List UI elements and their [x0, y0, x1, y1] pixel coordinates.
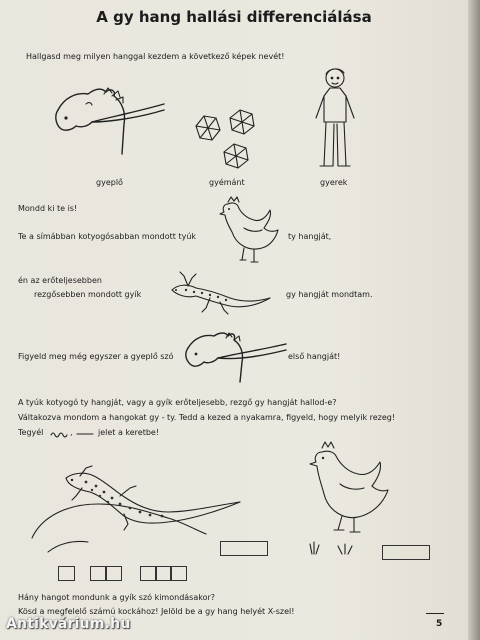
- hen-icon: [214, 194, 284, 266]
- lizard-icon: [166, 268, 276, 316]
- page-title: A gy hang hallási differenciálása: [96, 8, 372, 26]
- child-icon: [310, 66, 360, 176]
- wavy-line-icon: [50, 430, 70, 438]
- observe-line: Figyeld meg még egyszer a gyeplő szó: [18, 352, 174, 361]
- lizard-line-2: rezgősebben mondott gyík: [34, 290, 142, 299]
- grass-icon: [308, 536, 368, 556]
- color-boxes-line: Kösd a megfelelő számú kockához! Jelöld be a gy hang helyét X-szel!: [18, 607, 295, 616]
- sound-box[interactable]: [170, 566, 187, 581]
- sound-box[interactable]: [105, 566, 122, 581]
- lizard-icon: [28, 460, 248, 560]
- mark-suffix: jelet a keretbe!: [98, 428, 160, 437]
- caption-child: gyerek: [320, 178, 348, 187]
- horse-bridle-icon: [46, 82, 166, 162]
- hen-line-end: ty hangját,: [288, 232, 332, 241]
- sound-box[interactable]: [58, 566, 75, 581]
- answer-frame-lizard[interactable]: [220, 541, 268, 556]
- horse-bridle-icon: [178, 326, 288, 386]
- caption-diamond: gyémánt: [209, 178, 245, 187]
- alternate-line: Váltakozva mondom a hangokat gy - ty. Tedd a kezed a nyakamra, figyeld, hogy melyik rezeg!: [18, 413, 396, 422]
- watermark: Antikvárium.hu: [6, 616, 131, 632]
- instruction-say: Mondd ki te is!: [18, 204, 78, 213]
- lizard-line-1: én az erőteljesebben: [18, 276, 102, 285]
- mark-mid: ,: [70, 428, 73, 437]
- how-many-line: Hány hangot mondunk a gyík szó kimondásakor?: [18, 593, 216, 602]
- question-line: A tyúk kotyogó ty hangját, vagy a gyík erőteljesebb, rezgő gy hangját hallod-e?: [18, 398, 337, 407]
- page-edge-shadow: [468, 0, 480, 640]
- hen-line: Te a símábban kotyogósabban mondott tyúk: [18, 232, 197, 241]
- mark-prefix: Tegyél: [18, 428, 44, 437]
- page-number-rule: [426, 613, 444, 614]
- page-number: 5: [436, 619, 443, 629]
- instruction-listen: Hallgasd meg milyen hanggal kezdem a következő képek nevét!: [26, 52, 285, 61]
- caption-bridle: gyeplő: [96, 178, 123, 187]
- diamonds-icon: [190, 108, 260, 178]
- observe-line-end: első hangját!: [288, 352, 341, 361]
- lizard-line-end: gy hangját mondtam.: [286, 290, 373, 299]
- straight-line-icon: [76, 430, 94, 438]
- answer-frame-hen[interactable]: [382, 545, 430, 560]
- hen-icon: [306, 440, 396, 540]
